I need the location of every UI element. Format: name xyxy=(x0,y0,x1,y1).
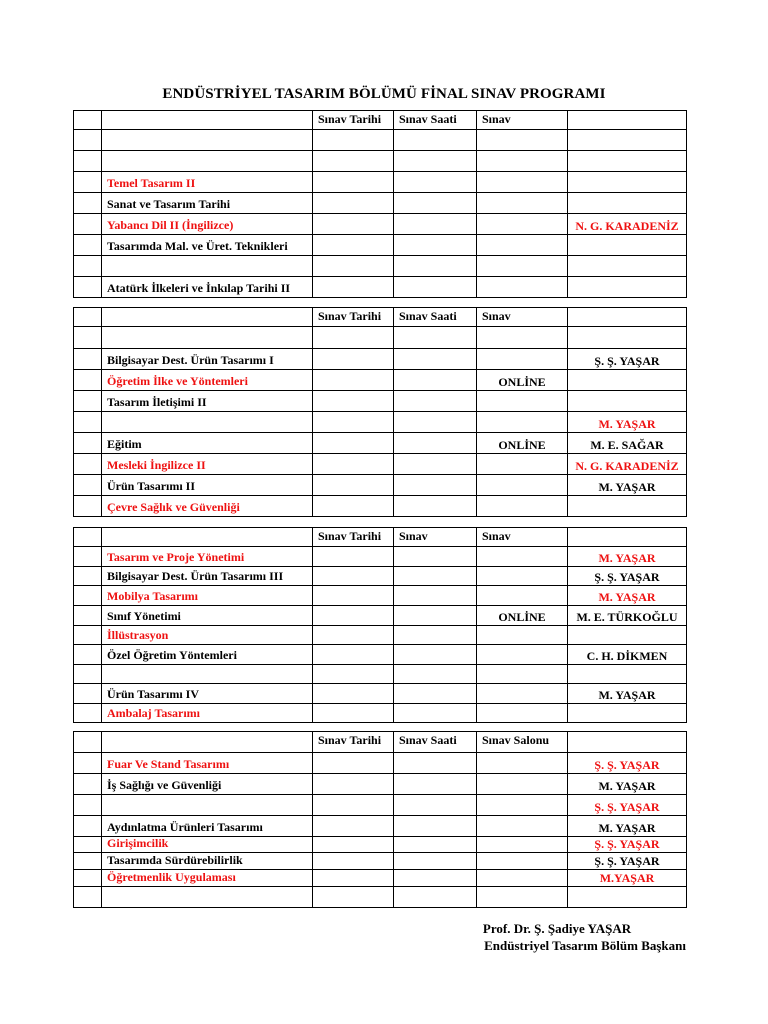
row-number-cell xyxy=(74,214,102,235)
course-name: Eğitim xyxy=(102,433,313,454)
instructor-cell: M. YAŞAR xyxy=(568,774,687,795)
row-number-cell xyxy=(74,774,102,795)
course-name: Öğretim İlke ve Yöntemleri xyxy=(102,370,313,391)
signature-name: Prof. Dr. Ş. Şadiye YAŞAR xyxy=(482,921,632,936)
row-number-cell xyxy=(74,626,102,645)
table-row xyxy=(74,645,687,665)
course-name: Özel Öğretim Yöntemleri xyxy=(102,645,313,665)
table-row xyxy=(74,475,687,496)
exam-date-cell xyxy=(313,277,394,298)
table-header-row xyxy=(74,308,687,327)
exam-date-cell xyxy=(313,475,394,496)
exam-type-cell xyxy=(477,753,568,774)
instructor-cell: M. YAŞAR xyxy=(568,816,687,837)
table-row xyxy=(74,887,687,908)
header-number-cell xyxy=(74,308,102,327)
row-number-cell xyxy=(74,870,102,887)
column-header: Sınav Saati xyxy=(394,308,477,327)
table-row xyxy=(74,256,687,277)
exam-time-cell xyxy=(394,172,477,193)
exam-date-cell xyxy=(313,214,394,235)
header-number-cell xyxy=(74,732,102,753)
exam-time-cell xyxy=(394,475,477,496)
signature-role: Endüstriyel Tasarım Bölüm Başkanı xyxy=(484,938,686,953)
exam-type-cell xyxy=(477,327,568,349)
exam-date-cell xyxy=(313,172,394,193)
exam-type-cell xyxy=(477,774,568,795)
course-name: Sınıf Yönetimi xyxy=(102,606,313,626)
instructor-cell: Ş. Ş. YAŞAR xyxy=(568,567,687,586)
exam-type-cell xyxy=(477,547,568,567)
row-number-cell xyxy=(74,606,102,626)
instructor-cell: M. YAŞAR xyxy=(568,547,687,567)
header-course-cell xyxy=(102,308,313,327)
exam-type-cell xyxy=(477,475,568,496)
table-row xyxy=(74,547,687,567)
row-number-cell xyxy=(74,277,102,298)
row-number-cell xyxy=(74,684,102,704)
course-name: Mobilya Tasarımı xyxy=(102,586,313,606)
course-name: Ürün Tasarımı II xyxy=(102,475,313,496)
exam-time-cell xyxy=(394,606,477,626)
table-row xyxy=(74,606,687,626)
table-row xyxy=(74,816,687,837)
schedule-table-1 xyxy=(73,110,687,298)
instructor-cell xyxy=(568,193,687,214)
instructor-cell: C. H. DİKMEN xyxy=(568,645,687,665)
row-number-cell xyxy=(74,235,102,256)
table-row xyxy=(74,870,687,887)
exam-time-cell xyxy=(394,774,477,795)
exam-date-cell xyxy=(313,391,394,412)
course-name xyxy=(102,665,313,684)
table-row xyxy=(74,586,687,606)
course-name: Tasarım ve Proje Yönetimi xyxy=(102,547,313,567)
instructor-cell xyxy=(568,256,687,277)
exam-type-cell xyxy=(477,567,568,586)
course-name: Ürün Tasarımı IV xyxy=(102,684,313,704)
instructor-cell: M. E. SAĞAR xyxy=(568,433,687,454)
instructor-cell xyxy=(568,235,687,256)
course-name: Atatürk İlkeleri ve İnkılap Tarihi II xyxy=(102,277,313,298)
column-header: Sınav Tarihi xyxy=(313,528,394,547)
instructor-cell: M. YAŞAR xyxy=(568,475,687,496)
exam-date-cell xyxy=(313,496,394,517)
exam-type-cell xyxy=(477,795,568,816)
exam-time-cell xyxy=(394,870,477,887)
exam-time-cell xyxy=(394,753,477,774)
exam-time-cell xyxy=(394,235,477,256)
column-header: Sınav Tarihi xyxy=(313,111,394,130)
exam-date-cell xyxy=(313,349,394,370)
row-number-cell xyxy=(74,412,102,433)
row-number-cell xyxy=(74,704,102,723)
exam-date-cell xyxy=(313,586,394,606)
course-name: Sanat ve Tasarım Tarihi xyxy=(102,193,313,214)
exam-time-cell xyxy=(394,567,477,586)
exam-time-cell xyxy=(394,151,477,172)
column-header: Sınav Salonu xyxy=(477,732,568,753)
row-number-cell xyxy=(74,795,102,816)
table-row xyxy=(74,214,687,235)
exam-date-cell xyxy=(313,606,394,626)
instructor-cell xyxy=(568,151,687,172)
exam-time-cell xyxy=(394,887,477,908)
instructor-cell: Ş. Ş. YAŞAR xyxy=(568,853,687,870)
instructor-cell xyxy=(568,391,687,412)
exam-date-cell xyxy=(313,327,394,349)
exam-type-cell xyxy=(477,704,568,723)
row-number-cell xyxy=(74,391,102,412)
column-header: Sınav xyxy=(394,528,477,547)
course-name: Mesleki İngilizce II xyxy=(102,454,313,475)
row-number-cell xyxy=(74,853,102,870)
schedule-table-4 xyxy=(73,731,687,908)
exam-time-cell xyxy=(394,454,477,475)
exam-date-cell xyxy=(313,795,394,816)
exam-time-cell xyxy=(394,433,477,454)
exam-type-cell xyxy=(477,193,568,214)
instructor-cell: Ş. Ş. YAŞAR xyxy=(568,795,687,816)
table-row xyxy=(74,704,687,723)
instructor-cell xyxy=(568,327,687,349)
course-name xyxy=(102,130,313,151)
exam-date-cell xyxy=(313,433,394,454)
course-name xyxy=(102,256,313,277)
instructor-cell xyxy=(568,626,687,645)
exam-type-cell xyxy=(477,130,568,151)
course-name: Yabancı Dil II (İngilizce) xyxy=(102,214,313,235)
row-number-cell xyxy=(74,433,102,454)
instructor-cell: M. YAŞAR xyxy=(568,586,687,606)
exam-date-cell xyxy=(313,547,394,567)
exam-type-cell: ONLİNE xyxy=(477,433,568,454)
instructor-cell: Ş. Ş. YAŞAR xyxy=(568,753,687,774)
row-number-cell xyxy=(74,349,102,370)
exam-date-cell xyxy=(313,665,394,684)
row-number-cell xyxy=(74,327,102,349)
exam-date-cell xyxy=(313,774,394,795)
exam-type-cell xyxy=(477,586,568,606)
exam-type-cell xyxy=(477,626,568,645)
table-header-row xyxy=(74,528,687,547)
column-header: Sınav Saati xyxy=(394,111,477,130)
exam-type-cell xyxy=(477,277,568,298)
course-name: Bilgisayar Dest. Ürün Tasarımı I xyxy=(102,349,313,370)
row-number-cell xyxy=(74,547,102,567)
instructor-cell: N. G. KARADENİZ xyxy=(568,214,687,235)
column-header xyxy=(568,528,687,547)
course-name: Ambalaj Tasarımı xyxy=(102,704,313,723)
table-row xyxy=(74,626,687,645)
exam-type-cell xyxy=(477,454,568,475)
row-number-cell xyxy=(74,130,102,151)
row-number-cell xyxy=(74,193,102,214)
course-name: İş Sağlığı ve Güvenliği xyxy=(102,774,313,795)
table-row xyxy=(74,454,687,475)
column-header: Sınav Tarihi xyxy=(313,732,394,753)
exam-date-cell xyxy=(313,235,394,256)
course-name: Aydınlatma Ürünleri Tasarımı xyxy=(102,816,313,837)
exam-time-cell xyxy=(394,412,477,433)
exam-date-cell xyxy=(313,151,394,172)
instructor-cell: M. YAŞAR xyxy=(568,412,687,433)
table-row xyxy=(74,370,687,391)
exam-date-cell xyxy=(313,870,394,887)
header-number-cell xyxy=(74,528,102,547)
exam-type-cell xyxy=(477,256,568,277)
instructor-cell: M. E. TÜRKOĞLU xyxy=(568,606,687,626)
row-number-cell xyxy=(74,567,102,586)
exam-time-cell xyxy=(394,327,477,349)
row-number-cell xyxy=(74,496,102,517)
exam-time-cell xyxy=(394,684,477,704)
table-row xyxy=(74,496,687,517)
exam-date-cell xyxy=(313,412,394,433)
column-header xyxy=(568,308,687,327)
table-row xyxy=(74,349,687,370)
exam-date-cell xyxy=(313,193,394,214)
instructor-cell xyxy=(568,887,687,908)
instructor-cell: Ş. Ş. YAŞAR xyxy=(568,837,687,853)
signature-block xyxy=(420,920,686,954)
header-course-cell xyxy=(102,111,313,130)
course-name: Girişimcilik xyxy=(102,837,313,853)
course-name: Bilgisayar Dest. Ürün Tasarımı III xyxy=(102,567,313,586)
table-row xyxy=(74,433,687,454)
instructor-cell: Ş. Ş. YAŞAR xyxy=(568,349,687,370)
instructor-cell xyxy=(568,130,687,151)
exam-date-cell xyxy=(313,837,394,853)
column-header: Sınav Saati xyxy=(394,732,477,753)
exam-type-cell xyxy=(477,151,568,172)
exam-type-cell xyxy=(477,412,568,433)
instructor-cell xyxy=(568,172,687,193)
row-number-cell xyxy=(74,753,102,774)
row-number-cell xyxy=(74,172,102,193)
exam-date-cell xyxy=(313,256,394,277)
course-name xyxy=(102,151,313,172)
course-name: Tasarım İletişimi II xyxy=(102,391,313,412)
exam-date-cell xyxy=(313,370,394,391)
table-row xyxy=(74,235,687,256)
exam-type-cell xyxy=(477,853,568,870)
exam-time-cell xyxy=(394,586,477,606)
table-header-row xyxy=(74,732,687,753)
exam-date-cell xyxy=(313,454,394,475)
exam-date-cell xyxy=(313,130,394,151)
column-header xyxy=(568,732,687,753)
exam-date-cell xyxy=(313,853,394,870)
exam-time-cell xyxy=(394,349,477,370)
row-number-cell xyxy=(74,586,102,606)
exam-time-cell xyxy=(394,193,477,214)
header-course-cell xyxy=(102,732,313,753)
exam-type-cell xyxy=(477,665,568,684)
course-name xyxy=(102,795,313,816)
exam-type-cell xyxy=(477,172,568,193)
course-name: Çevre Sağlık ve Güvenliği xyxy=(102,496,313,517)
exam-time-cell xyxy=(394,704,477,723)
table-row xyxy=(74,151,687,172)
header-course-cell xyxy=(102,528,313,547)
instructor-cell: M.YAŞAR xyxy=(568,870,687,887)
exam-type-cell: ONLİNE xyxy=(477,606,568,626)
row-number-cell xyxy=(74,256,102,277)
instructor-cell: M. YAŞAR xyxy=(568,684,687,704)
instructor-cell xyxy=(568,496,687,517)
exam-time-cell xyxy=(394,816,477,837)
table-row xyxy=(74,684,687,704)
exam-type-cell xyxy=(477,645,568,665)
exam-date-cell xyxy=(313,626,394,645)
row-number-cell xyxy=(74,665,102,684)
table-row xyxy=(74,567,687,586)
exam-type-cell xyxy=(477,887,568,908)
instructor-cell xyxy=(568,704,687,723)
course-name: İllüstrasyon xyxy=(102,626,313,645)
row-number-cell xyxy=(74,887,102,908)
exam-type-cell xyxy=(477,837,568,853)
schedule-table-2 xyxy=(73,307,687,517)
exam-time-cell xyxy=(394,853,477,870)
schedule-table-3 xyxy=(73,527,687,723)
exam-date-cell xyxy=(313,887,394,908)
row-number-cell xyxy=(74,454,102,475)
exam-time-cell xyxy=(394,130,477,151)
exam-date-cell xyxy=(313,816,394,837)
table-header-row xyxy=(74,111,687,130)
exam-time-cell xyxy=(394,277,477,298)
exam-type-cell xyxy=(477,870,568,887)
column-header: Sınav xyxy=(477,111,568,130)
course-name xyxy=(102,327,313,349)
instructor-cell xyxy=(568,277,687,298)
column-header: Sınav Tarihi xyxy=(313,308,394,327)
course-name: Tasarımda Sürdürebilirlik xyxy=(102,853,313,870)
exam-time-cell xyxy=(394,547,477,567)
course-name xyxy=(102,412,313,433)
column-header: Sınav xyxy=(477,528,568,547)
exam-type-cell: ONLİNE xyxy=(477,370,568,391)
row-number-cell xyxy=(74,475,102,496)
exam-date-cell xyxy=(313,704,394,723)
instructor-cell: N. G. KARADENİZ xyxy=(568,454,687,475)
exam-time-cell xyxy=(394,665,477,684)
course-name: Tasarımda Mal. ve Üret. Teknikleri xyxy=(102,235,313,256)
column-header xyxy=(568,111,687,130)
row-number-cell xyxy=(74,645,102,665)
exam-time-cell xyxy=(394,837,477,853)
table-row xyxy=(74,774,687,795)
table-row xyxy=(74,391,687,412)
exam-type-cell xyxy=(477,816,568,837)
exam-time-cell xyxy=(394,496,477,517)
exam-type-cell xyxy=(477,684,568,704)
row-number-cell xyxy=(74,816,102,837)
course-name: Fuar Ve Stand Tasarımı xyxy=(102,753,313,774)
exam-date-cell xyxy=(313,645,394,665)
header-number-cell xyxy=(74,111,102,130)
page-title: ENDÜSTRİYEL TASARIM BÖLÜMÜ FİNAL SINAV PROGRAMI xyxy=(162,86,606,102)
row-number-cell xyxy=(74,370,102,391)
course-name: Öğretmenlik Uygulaması xyxy=(102,870,313,887)
exam-type-cell xyxy=(477,349,568,370)
exam-type-cell xyxy=(477,214,568,235)
exam-time-cell xyxy=(394,256,477,277)
table-row xyxy=(74,837,687,853)
table-row xyxy=(74,327,687,349)
row-number-cell xyxy=(74,151,102,172)
exam-time-cell xyxy=(394,626,477,645)
exam-time-cell xyxy=(394,645,477,665)
exam-time-cell xyxy=(394,370,477,391)
exam-type-cell xyxy=(477,235,568,256)
exam-date-cell xyxy=(313,684,394,704)
table-row xyxy=(74,665,687,684)
row-number-cell xyxy=(74,837,102,853)
course-name xyxy=(102,887,313,908)
exam-type-cell xyxy=(477,496,568,517)
table-row xyxy=(74,130,687,151)
table-row xyxy=(74,753,687,774)
exam-date-cell xyxy=(313,753,394,774)
exam-time-cell xyxy=(394,391,477,412)
exam-type-cell xyxy=(477,391,568,412)
instructor-cell xyxy=(568,665,687,684)
course-name: Temel Tasarım II xyxy=(102,172,313,193)
table-row xyxy=(74,172,687,193)
table-row xyxy=(74,795,687,816)
table-row xyxy=(74,853,687,870)
exam-date-cell xyxy=(313,567,394,586)
exam-time-cell xyxy=(394,795,477,816)
table-row xyxy=(74,412,687,433)
instructor-cell xyxy=(568,370,687,391)
table-row xyxy=(74,193,687,214)
table-row xyxy=(74,277,687,298)
exam-time-cell xyxy=(394,214,477,235)
column-header: Sınav xyxy=(477,308,568,327)
